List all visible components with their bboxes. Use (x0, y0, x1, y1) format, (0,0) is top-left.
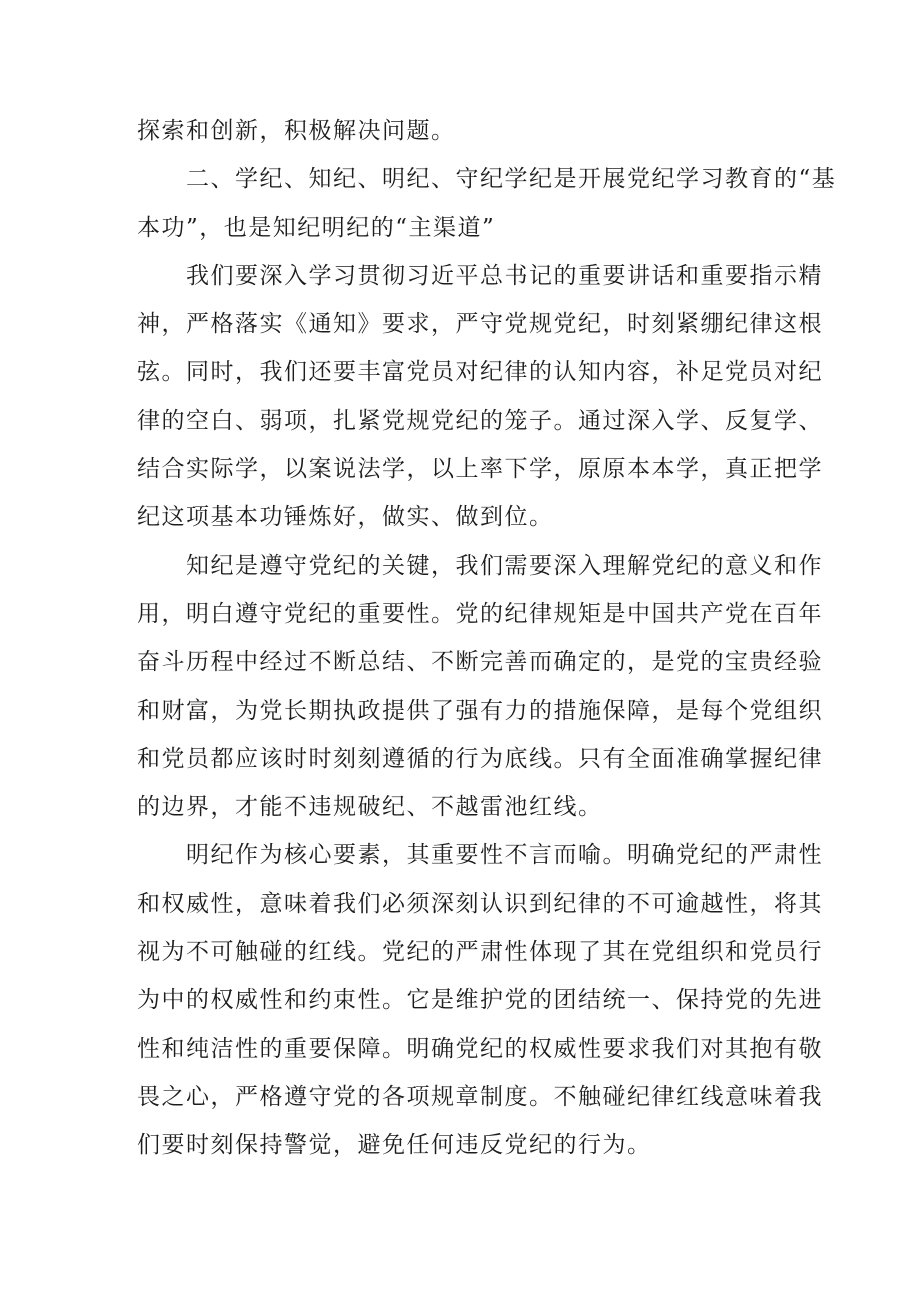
paragraph-line: 神，严格落实《通知》要求，严守党规党纪，时刻紧绷纪律这根 (137, 311, 823, 338)
paragraph-line: 为中的权威性和约束性。它是维护党的团结统一、保持党的先进 (137, 987, 823, 1014)
paragraph-line: 律的空白、弱项，扎紧党规党纪的笼子。通过深入学、反复学、 (137, 407, 823, 434)
paragraph-line: 知纪是遵守党纪的关键，我们需要深入理解党纪的意义和作 (186, 552, 823, 579)
paragraph-line: 性和纯洁性的重要保障。明确党纪的权威性要求我们对其抱有敬 (137, 1035, 823, 1062)
paragraph-line: 视为不可触碰的红线。党纪的严肃性体现了其在党组织和党员行 (137, 939, 823, 966)
section-heading-line: 本功”，也是知纪明纪的“主渠道” (137, 214, 496, 241)
paragraph-line: 和财富，为党长期执政提供了强有力的措施保障，是每个党组织 (137, 697, 823, 724)
paragraph-line: 奋斗历程中经过不断总结、不断完善而确定的，是党的宝贵经验 (137, 649, 823, 676)
paragraph-line: 我们要深入学习贯彻习近平总书记的重要讲话和重要指示精 (186, 262, 823, 289)
paragraph-line: 纪这项基本功锤炼好，做实、做到位。 (137, 504, 554, 531)
paragraph-line: 结合实际学，以案说法学，以上率下学，原原本本学，真正把学 (137, 456, 823, 483)
paragraph-line: 弦。同时，我们还要丰富党员对纪律的认知内容，补足党员对纪 (137, 359, 823, 386)
paragraph-line: 和党员都应该时时刻刻遵循的行为底线。只有全面准确掌握纪律 (137, 745, 823, 772)
paragraph-line: 明纪作为核心要素，其重要性不言而喻。明确党纪的严肃性 (186, 842, 823, 869)
section-heading-line: 二、学纪、知纪、明纪、守纪学纪是开展党纪学习教育的“基 (186, 166, 837, 193)
paragraph-line: 的边界，才能不违规破纪、不越雷池红线。 (137, 794, 603, 821)
document-body (137, 107, 837, 1170)
paragraph-line: 们要时刻保持警觉，避免任何违反党纪的行为。 (137, 1132, 652, 1159)
paragraph-line: 和权威性，意味着我们必须深刻认识到纪律的不可逾越性，将其 (137, 890, 823, 917)
paragraph-line: 畏之心，严格遵守党的各项规章制度。不触碰纪律红线意味着我 (137, 1083, 823, 1110)
paragraph-line: 探索和创新，积极解决问题。 (137, 118, 456, 144)
paragraph-line: 用，明白遵守党纪的重要性。党的纪律规矩是中国共产党在百年 (137, 600, 823, 627)
